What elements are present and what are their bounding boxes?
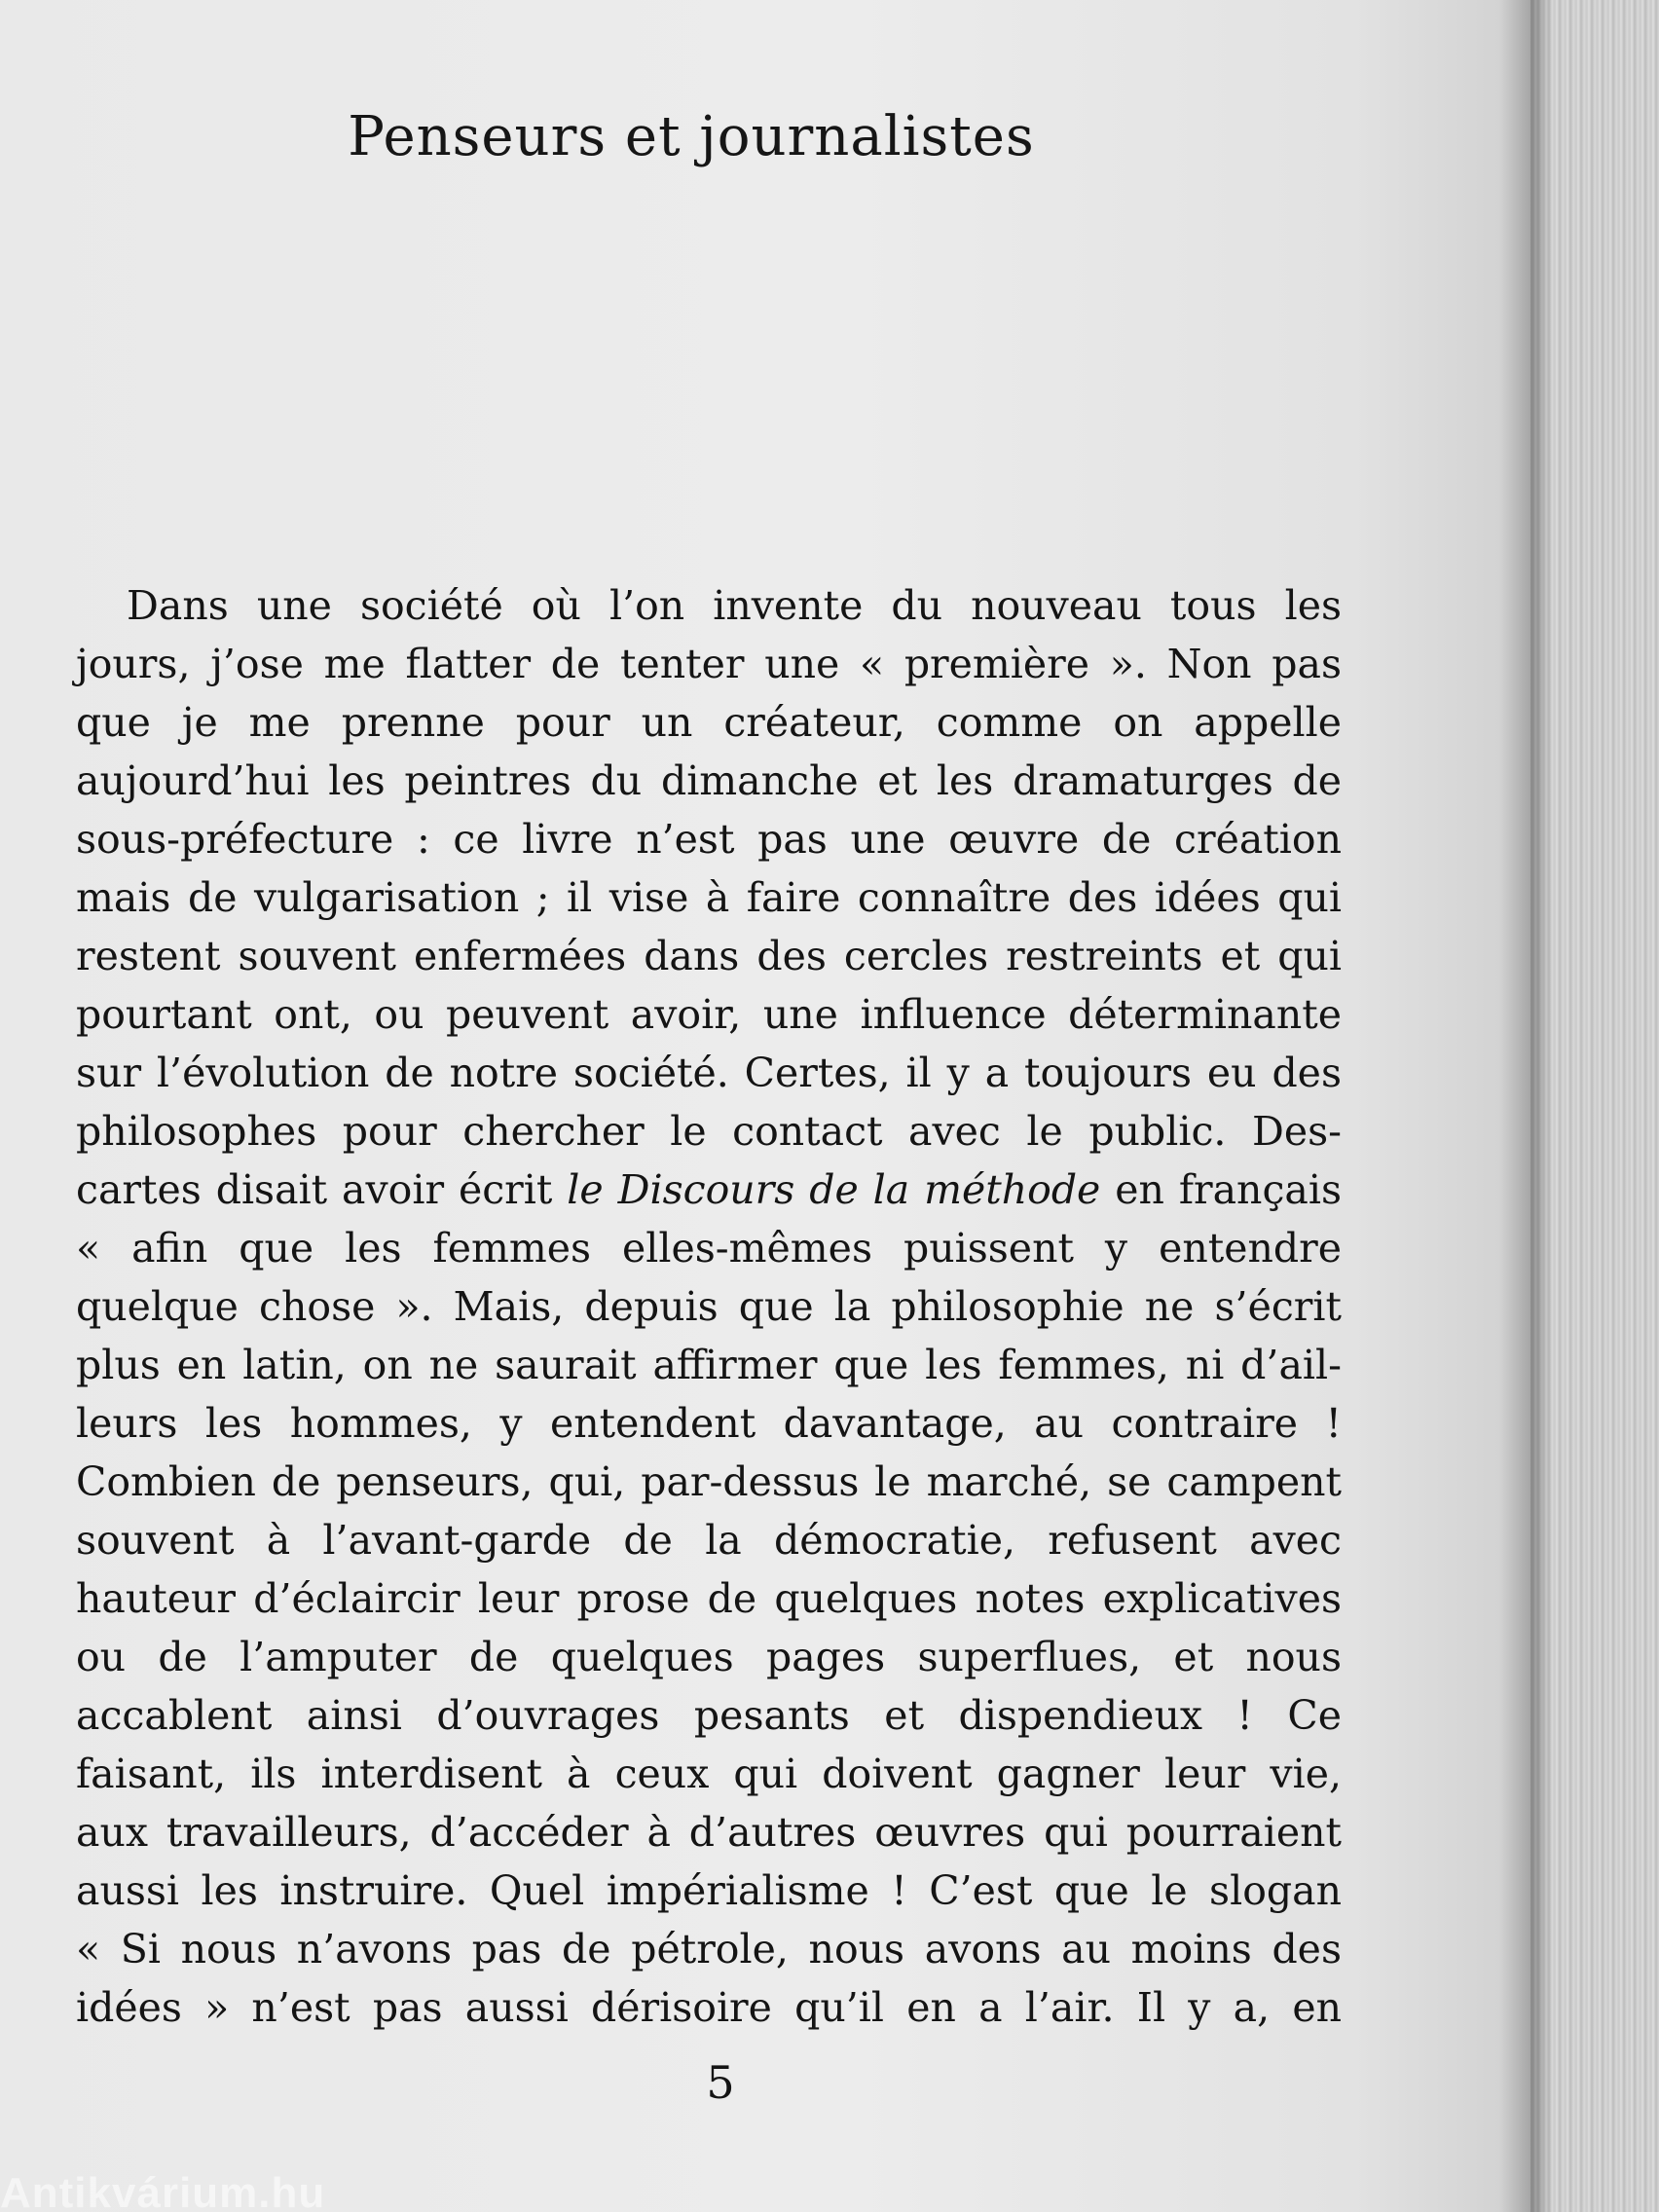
text-line: jours, j’ose me flatter de tenter une « première ». Non pas [76, 641, 1342, 687]
text-line: « Si nous n’avons pas de pétrole, nous avons au moins des [76, 1926, 1342, 1972]
text-line: Dans une société où l’on invente du nouveau tous les [127, 582, 1342, 629]
text-line: idées » n’est pas aussi dérisoire qu’il en a l’air. Il y a, en [76, 1984, 1342, 2031]
text-line: aussi les instruire. Quel impérialisme ! C’est que le slogan [76, 1867, 1342, 1914]
text-line: pourtant ont, ou peuvent avoir, une influence déterminante [76, 991, 1342, 1038]
text-line: faisant, ils interdisent à ceux qui doivent gagner leur vie, [76, 1751, 1342, 1797]
text-line-with-book-title [76, 1161, 1342, 1219]
text-line: souvent à l’avant-garde de la démocratie, refusent avec [76, 1517, 1342, 1564]
page-number: 5 [706, 2056, 735, 2109]
text-segment: cartes disait avoir écrit [76, 1166, 568, 1213]
text-line: ou de l’amputer de quelques pages superflues, et nous [76, 1634, 1342, 1680]
text-line: aux travailleurs, d’accéder à d’autres œuvres qui pourraient [76, 1809, 1342, 1856]
page-title: Penseurs et journalistes [348, 105, 1035, 168]
text-line: « afin que les femmes elles-mêmes puissent y entendre [76, 1225, 1342, 1272]
text-line: hauteur d’éclaircir leur prose de quelques notes explicatives [76, 1575, 1342, 1622]
text-line: sous-préfecture : ce livre n’est pas une œuvre de création [76, 816, 1342, 863]
body-text [76, 576, 1342, 2037]
text-line: quelque chose ». Mais, depuis que la philosophie ne s’écrit [76, 1283, 1342, 1330]
watermark: Antikvárium.hu [0, 2169, 326, 2212]
text-line: plus en latin, on ne saurait affirmer que les femmes, ni d’ail- [76, 1342, 1342, 1388]
page-stack-edge [1530, 0, 1659, 2212]
text-line: accablent ainsi d’ouvrages pesants et dispendieux ! Ce [76, 1692, 1342, 1739]
text-line: que je me prenne pour un créateur, comme on appelle [76, 699, 1342, 746]
text-line: leurs les hommes, y entendent davantage, au contraire ! [76, 1400, 1342, 1447]
text-line: sur l’évolution de notre société. Certes, il y a toujours eu des [76, 1050, 1342, 1096]
text-line: Combien de penseurs, qui, par-dessus le marché, se campent [76, 1458, 1342, 1505]
text-line: aujourd’hui les peintres du dimanche et les dramaturges de [76, 757, 1342, 804]
text-line: restent souvent enfermées dans des cercles restreints et qui [76, 933, 1342, 979]
text-line: mais de vulgarisation ; il vise à faire connaître des idées qui [76, 874, 1342, 921]
book-title-italic: le Discours de la méthode [567, 1166, 1101, 1213]
text-segment: en français [1100, 1166, 1343, 1213]
text-line: philosophes pour chercher le contact avec le public. Des- [76, 1108, 1342, 1155]
